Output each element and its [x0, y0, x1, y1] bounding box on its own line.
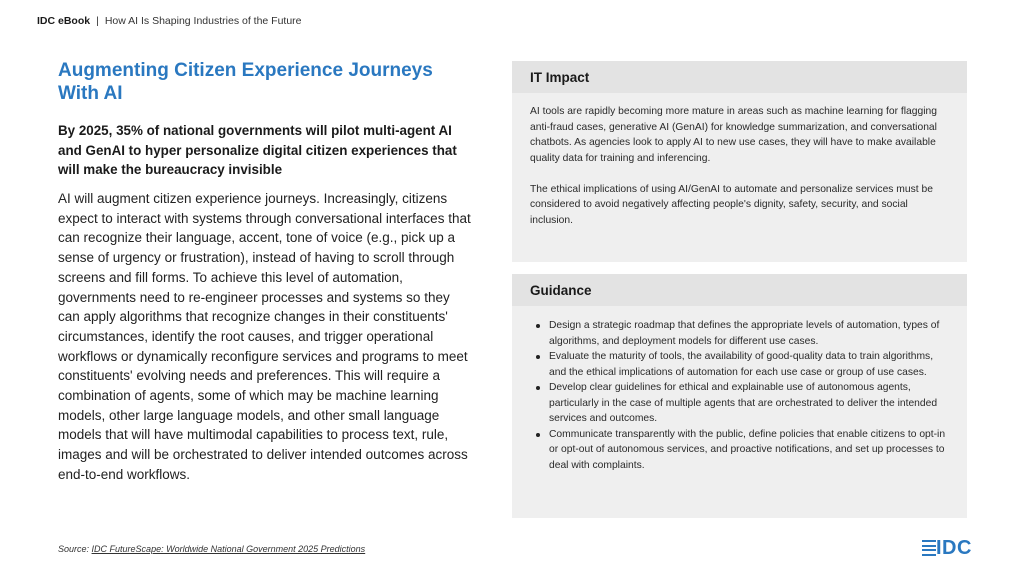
- guidance-heading: Guidance: [512, 274, 967, 306]
- guidance-list: [512, 306, 967, 473]
- it-impact-body: [512, 93, 967, 228]
- guidance-item: Communicate transparently with the public, define policies that enable citizens to opt-in or opt-out of autonomous services, and proactive notifications, and set up processes to deal with complaints.: [530, 427, 947, 474]
- page-header: [37, 15, 302, 27]
- it-impact-paragraph: AI tools are rapidly becoming more mature in areas such as machine learning for flagging anti-fraud cases, generative AI (GenAI) for knowledge summarization, and conversational chatbots. As agencies look to apply AI to new use cases, they will have to make available quality data for training and inferencing.: [530, 106, 937, 164]
- source-link[interactable]: IDC FutureScape: Worldwide National Government 2025 Predictions: [91, 544, 366, 554]
- idc-logo-lines-icon: [922, 540, 936, 556]
- lead-statement: By 2025, 35% of national governments will pilot multi-agent AI and GenAI to hyper personalize digital citizen experiences that will make the bureaucracy invisible: [58, 123, 457, 177]
- guidance-item: Design a strategic roadmap that defines the appropriate levels of automation, types of algorithms, and deployment models for different use cases.: [530, 318, 947, 349]
- it-impact-paragraph: The ethical implications of using AI/GenAI to automate and personalize services must be considered to avoid negatively affecting people's dignity, safety, security, and social inclusion.: [530, 183, 933, 226]
- idc-logo-text: IDC: [936, 537, 972, 559]
- page-title: Augmenting Citizen Experience Journeys With AI: [58, 60, 433, 104]
- header-subtitle: How AI Is Shaping Industries of the Future: [104, 15, 302, 27]
- guidance-item: Evaluate the maturity of tools, the availability of good-quality data to train algorithms, and the ethical implications of automation for each use case or group of use cases.: [530, 349, 947, 380]
- it-impact-panel: [512, 61, 967, 262]
- header-brand: IDC eBook: [37, 15, 91, 27]
- source-label: Source:: [58, 544, 90, 554]
- source-citation: [58, 544, 365, 554]
- idc-logo: [922, 537, 988, 559]
- header-separator: |: [96, 15, 99, 27]
- body-paragraph: AI will augment citizen experience journeys. Increasingly, citizens expect to interact with systems through conversational interfaces that can recognize their language, accent, tone of voice (e.g., pick up a sense of urgency or frustration), instead of having to scroll through screens and fill forms. To achieve this level of automation, governments need to re-engineer processes and systems so they can apply algorithms that recognize changes in their constituents' circumstances, identify the root causes, and trigger operational workflows or dynamically reconfigure services and programs to meet constituents' evolving needs and preferences. This will require a combination of agents, some of which may be machine learning models, other large language models, and other small language models that will have multimodal capabilities to process text, rule, images and will be orchestrated to deliver intended outcomes across end-to-end workflows.: [58, 191, 471, 482]
- guidance-item: Develop clear guidelines for ethical and explainable use of autonomous agents, particularly in the case of multiple agents that are orchestrated to deliver the intended services and outcomes.: [530, 380, 947, 427]
- guidance-panel: [512, 274, 967, 518]
- it-impact-heading: IT Impact: [512, 61, 967, 93]
